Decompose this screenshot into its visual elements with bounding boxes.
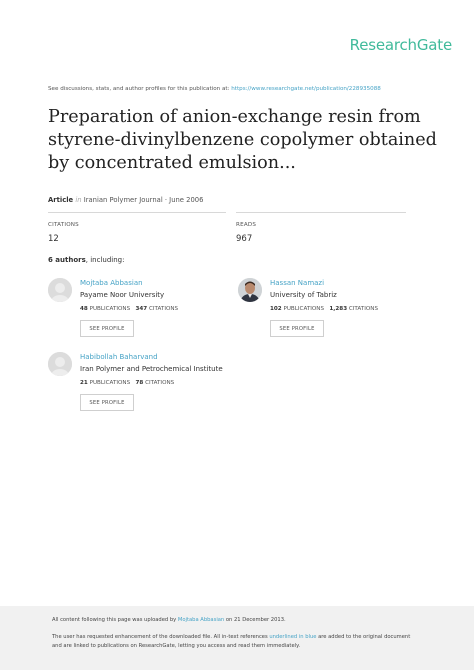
author-card <box>48 278 238 348</box>
citations-label: CITATIONS <box>348 306 379 312</box>
footer-upload-line <box>52 617 286 623</box>
avatar-placeholder-icon[interactable] <box>48 352 72 376</box>
divider-citations <box>48 212 226 213</box>
author-name[interactable]: Hassan Namazi <box>270 279 325 287</box>
author-card <box>48 352 238 422</box>
underlined-link: underlined in blue <box>269 634 317 640</box>
authors-heading <box>48 256 124 264</box>
author-stats <box>80 306 178 312</box>
authors-count: 6 authors <box>48 256 86 264</box>
citations-label: CITATIONS <box>148 306 179 312</box>
meta-separator: in <box>75 196 82 204</box>
author-citations: 1,283 <box>329 306 348 312</box>
divider-reads <box>236 212 406 213</box>
citations-label: CITATIONS <box>48 222 79 228</box>
author-card <box>238 278 428 348</box>
publication-title: Preparation of anion-exchange resin from styrene-divinylbenzene copolymer obtained by concentrated emulsion... <box>48 107 437 173</box>
footer-text: The user has requested enhancement of the downloaded file. All in-text references <box>52 634 270 640</box>
author-citations: 78 <box>135 380 144 386</box>
author-publications: 102 <box>270 306 282 312</box>
see-profile-button[interactable]: SEE PROFILE <box>270 320 324 337</box>
avatar-placeholder-icon[interactable] <box>48 278 72 302</box>
author-publications: 48 <box>80 306 88 312</box>
citations-label: CITATIONS <box>145 380 175 386</box>
journal-info: Iranian Polymer Journal · June 2006 <box>83 196 204 204</box>
author-publications: 21 <box>80 380 88 386</box>
author-institution: Payame Noor University <box>80 291 165 299</box>
citations-value: 12 <box>48 234 59 244</box>
publications-label: PUBLICATIONS <box>89 380 131 386</box>
authors-heading-rest: , including: <box>85 256 125 264</box>
article-type: Article <box>48 196 74 204</box>
publications-label: PUBLICATIONS <box>283 306 325 312</box>
author-stats <box>270 306 378 312</box>
see-profile-button[interactable]: SEE PROFILE <box>80 320 134 337</box>
author-citations: 347 <box>135 306 148 312</box>
author-institution: University of Tabriz <box>270 291 337 299</box>
author-name[interactable]: Habibollah Baharvand <box>80 353 158 361</box>
publication-meta <box>48 196 203 204</box>
footer-text: on 21 December 2013. <box>224 617 286 623</box>
publication-link[interactable]: https://www.researchgate.net/publication/228935088 <box>231 86 381 92</box>
author-stats <box>80 380 174 386</box>
author-institution: Iran Polymer and Petrochemical Institute <box>80 365 223 373</box>
reads-value: 967 <box>236 234 253 244</box>
footer <box>0 606 474 670</box>
profile-notice <box>48 86 458 92</box>
footer-enhancement-line <box>52 634 410 640</box>
uploader-link[interactable]: Mojtaba Abbasian <box>177 617 225 623</box>
author-photo[interactable] <box>238 278 262 302</box>
footer-text: are added to the original document <box>316 634 411 640</box>
footer-linked-line: and are linked to publications on ResearchGate, letting you access and read them immediately. <box>52 643 301 649</box>
publications-label: PUBLICATIONS <box>89 306 131 312</box>
reads-label: READS <box>236 222 257 228</box>
author-name[interactable]: Mojtaba Abbasian <box>80 279 143 287</box>
researchgate-logo[interactable]: ResearchGate <box>349 36 452 54</box>
footer-text: All content following this page was uploaded by <box>52 617 178 623</box>
see-profile-button[interactable]: SEE PROFILE <box>80 394 134 411</box>
notice-text: See discussions, stats, and author profiles for this publication at: <box>48 86 232 92</box>
